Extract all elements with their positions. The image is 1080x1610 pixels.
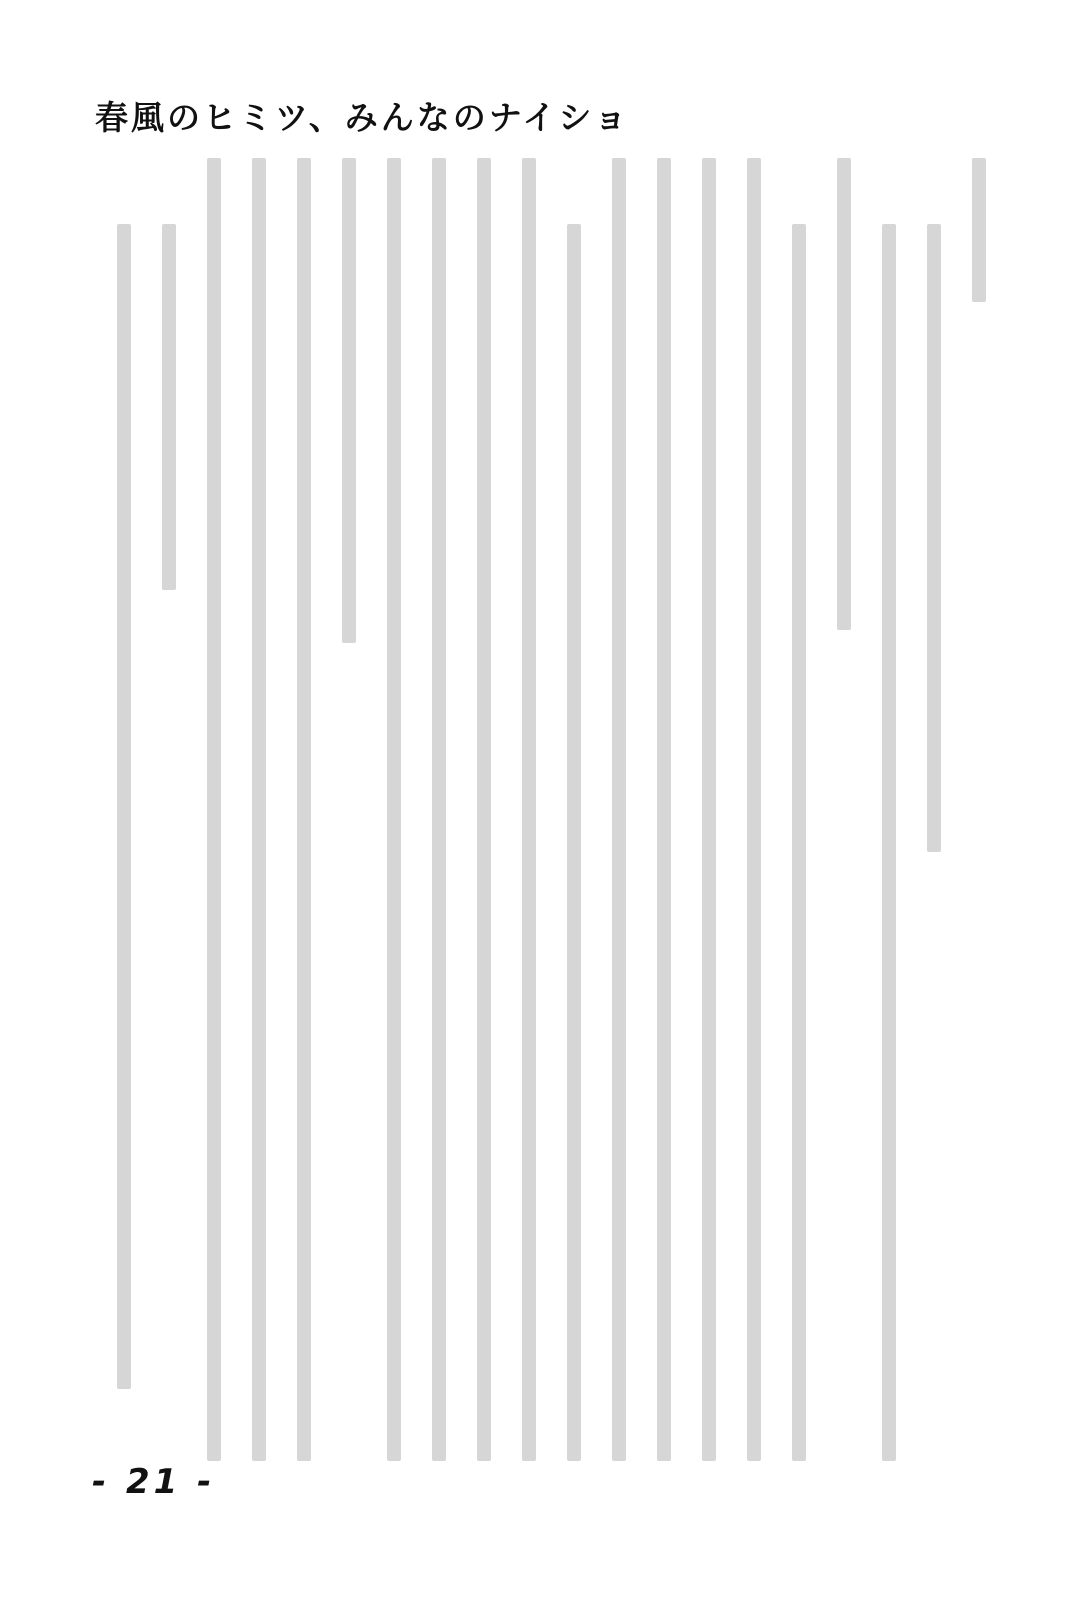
text-column-placeholder — [657, 158, 671, 1461]
text-column-placeholder — [252, 158, 266, 1461]
text-column-placeholder — [792, 224, 806, 1462]
text-column-placeholder — [387, 158, 401, 1461]
text-column-placeholder — [837, 158, 851, 630]
text-column-placeholder — [702, 158, 716, 1461]
text-column-placeholder — [207, 158, 221, 1461]
text-column-placeholder — [162, 224, 176, 591]
page-number: - 21 - — [92, 1462, 216, 1502]
text-column-placeholder — [117, 224, 131, 1390]
text-column-placeholder — [567, 224, 581, 1462]
text-column-placeholder — [882, 224, 896, 1462]
text-column-placeholder — [612, 158, 626, 1461]
text-column-placeholder — [747, 158, 761, 1461]
page-title: 春風のヒミツ、みんなのナイショ — [95, 98, 630, 137]
text-column-placeholder — [432, 158, 446, 1461]
text-column-placeholder — [297, 158, 311, 1461]
text-column-placeholder — [522, 158, 536, 1461]
text-column-placeholder — [342, 158, 356, 643]
text-column-placeholder — [477, 158, 491, 1461]
text-column-placeholder — [972, 158, 986, 302]
text-column-placeholder — [927, 224, 941, 853]
